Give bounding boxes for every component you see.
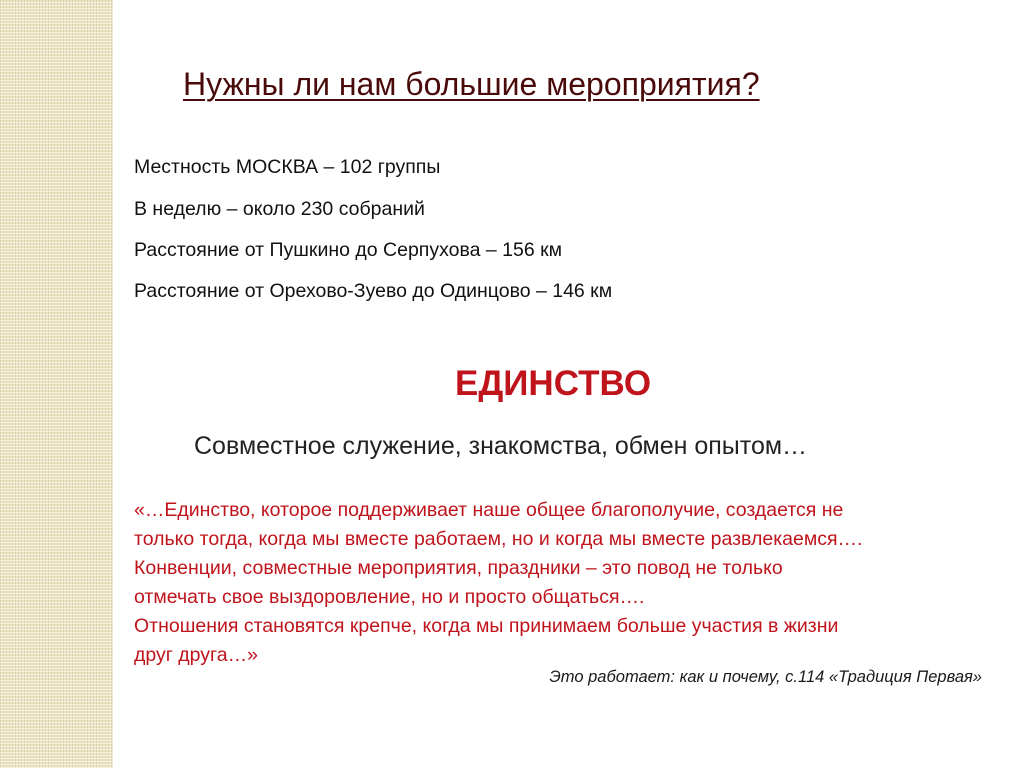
fact-distance-orekhovo-odintsovo: Расстояние от Орехово-Зуево до Одинцово – 146 км [134,280,613,302]
quote-block [134,496,994,670]
quote-line: Отношения становятся крепче, когда мы принимаем больше участия в жизни [134,615,839,637]
quote-line: друг друга…» [134,644,258,666]
quote-line: только тогда, когда мы вместе работаем, но и когда мы вместе развлекаемся…. [134,528,863,550]
subheading: Совместное служение, знакомства, обмен опытом… [194,432,808,460]
unity-heading: ЕДИНСТВО [455,364,652,403]
quote-line: отмечать свое выздоровление, но и просто общаться…. [134,586,645,608]
slide-title: Нужны ли нам большие мероприятия? [183,66,760,102]
quote-source: Это работает: как и почему, с.114 «Традиция Первая» [549,668,982,686]
quote-line: «…Единство, которое поддерживает наше общее благополучие, создается не [134,499,844,521]
fact-meetings: В неделю – около 230 собраний [134,198,425,220]
quote-line: Конвенции, совместные мероприятия, праздники – это повод не только [134,557,783,579]
fact-groups: Местность МОСКВА – 102 группы [134,156,441,178]
fact-distance-pushkino-serpukhov: Расстояние от Пушкино до Серпухова – 156 км [134,239,563,261]
